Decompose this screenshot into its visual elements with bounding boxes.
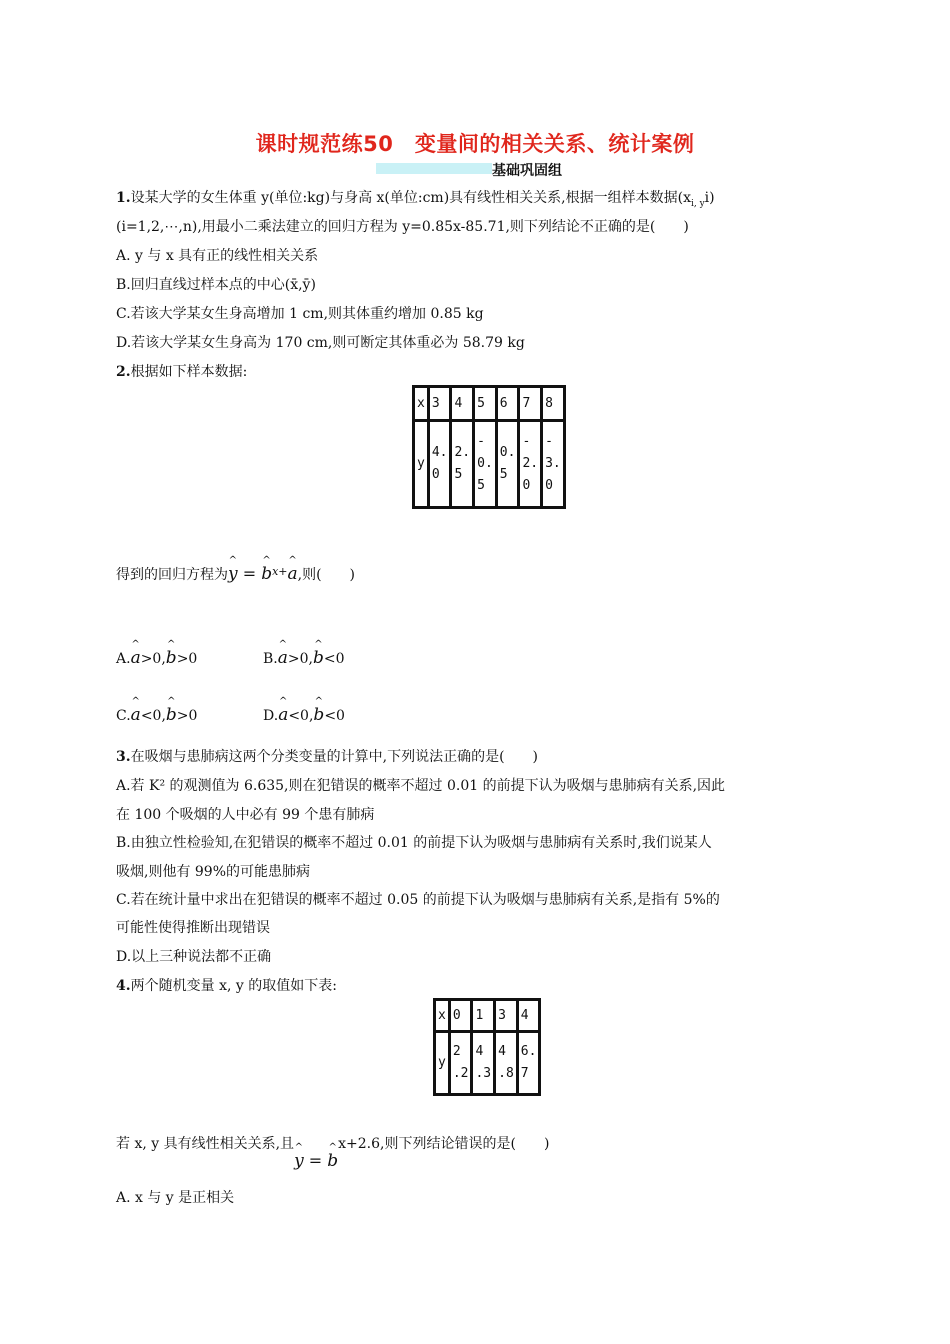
q1-subscript-1: i, y: [690, 198, 705, 209]
q2-x-cell: 7: [519, 387, 542, 421]
q3-stem: [116, 747, 538, 767]
q4-number: 4.: [116, 978, 131, 994]
q2-x-cell: 6: [496, 387, 519, 421]
q2-x-header: x: [414, 387, 429, 421]
q3-line: 吸烟,则他有 99%的可能患肺病: [116, 864, 311, 880]
b-hat-symbol: ^ b: [327, 1151, 338, 1171]
q1-stem-tail: i): [704, 190, 715, 206]
q4-equation-suffix: x+2.6,则下列结论错误的是( ): [338, 1136, 550, 1152]
section-subtitle: 基础巩固组: [492, 163, 562, 179]
q2-option-c: C.^ a<0,^ b>0: [116, 705, 197, 726]
q3-number: 3.: [116, 749, 131, 765]
q1-number: 1.: [116, 190, 131, 206]
q1-option-c: C.若该大学某女生身高增加 1 cm,则其体重约增加 0.85 kg: [116, 306, 484, 322]
q4-y-cell: 2 .2: [449, 1032, 472, 1095]
q3-line: D.以上三种说法都不正确: [116, 949, 272, 965]
q4-y-header: y: [435, 1032, 450, 1095]
q4-x-cell: 4: [517, 1000, 540, 1032]
q2-stem: [116, 362, 247, 382]
q1-option-b: B.回归直线过样本点的中心(x̄,ȳ): [116, 277, 316, 293]
q2-equation-suffix: ,则( ): [297, 567, 356, 583]
q1-stem-line2: (i=1,2,⋯,n),用最小二乘法建立的回归方程为 y=0.85x-85.71,则下列结论不正确的是( ): [116, 219, 689, 235]
q1-stem-text: 设某大学的女生体重 y(单位:kg)与身高 x(单位:cm)具有线性相关关系,根据一组样本数据(x: [130, 190, 691, 206]
q1-option-d: D.若该大学某女生身高为 170 cm,则可断定其体重必为 58.79 kg: [116, 335, 525, 351]
q4-equation-prefix: 若 x, y 具有线性相关关系,且: [116, 1136, 295, 1152]
q1-option-a: A. y 与 x 具有正的线性相关关系: [116, 248, 319, 264]
q2-x-cell: 4: [451, 387, 474, 421]
q4-stem-text: 两个随机变量 x, y 的取值如下表:: [130, 978, 337, 994]
q4-option-a: A. x 与 y 是正相关: [116, 1190, 235, 1206]
q3-line: B.由独立性检验知,在犯错误的概率不超过 0.01 的前提下认为吸烟与患肺病有关系时,我们说某人: [116, 835, 712, 851]
q2-equation-line: 得到的回归方程为^ y = ^ $b^{x+}\^{}$ a,则( ): [116, 562, 355, 585]
q2-x-cell: 5: [474, 387, 497, 421]
q2-option-a: A.^ a>0,^ b>0: [116, 648, 197, 669]
y-hat-symbol: ^ y: [294, 1151, 304, 1171]
q4-x-header: x: [435, 1000, 450, 1032]
q3-line: 可能性使得推断出现错误: [116, 920, 270, 936]
q3-line: C.若在统计量中求出在犯错误的概率不超过 0.05 的前提下认为吸烟与患肺病有关系,是指有 5%的: [116, 892, 720, 908]
b-hat-symbol: ^ b: [261, 564, 272, 584]
q2-option-b: B.^ a>0,^ b<0: [263, 648, 345, 669]
q2-data-table: [412, 385, 566, 509]
q4-x-cell: 3: [495, 1000, 518, 1032]
q2-y-cell: - 2. 0: [519, 421, 542, 508]
q2-number: 2.: [116, 364, 131, 380]
q2-y-header: y: [414, 421, 429, 508]
q4-stem: [116, 976, 337, 996]
q2-y-cell: 0. 5: [496, 421, 519, 508]
q2-y-cell: 4. 0: [428, 421, 451, 508]
y-hat-symbol: ^ y: [228, 564, 238, 584]
q2-equation-prefix: 得到的回归方程为: [116, 567, 228, 583]
q2-stem-text: 根据如下样本数据:: [130, 364, 248, 380]
page-title: 课时规范练50 变量间的相关关系、统计案例: [255, 132, 695, 156]
q3-line: A.若 K² 的观测值为 6.635,则在犯错误的概率不超过 0.01 的前提下认为吸烟与患肺病有关系,因此: [116, 778, 726, 794]
a-hat-symbol: ^ a: [288, 564, 298, 584]
q3-stem-text: 在吸烟与患肺病这两个分类变量的计算中,下列说法正确的是( ): [130, 749, 538, 765]
q2-y-cell: - 0. 5: [474, 421, 497, 508]
q2-y-cell: 2. 5: [451, 421, 474, 508]
q2-y-cell: - 3. 0: [542, 421, 565, 508]
q3-line: 在 100 个吸烟的人中必有 99 个患有肺病: [116, 807, 375, 823]
q4-x-cell: 1: [472, 1000, 495, 1032]
q4-y-cell: 4 .8: [495, 1032, 518, 1095]
q2-x-cell: 8: [542, 387, 565, 421]
q2-option-d: D.^ a<0,^ b<0: [263, 705, 345, 726]
subtitle-highlight: [376, 163, 492, 174]
q4-y-cell: 4 .3: [472, 1032, 495, 1095]
q2-x-cell: 3: [428, 387, 451, 421]
q4-data-table: [433, 998, 541, 1096]
q4-equation-line: 若 x, y 具有线性相关关系,且^ y = ^ bx+2.6,则下列结论错误的是( ): [116, 1133, 549, 1154]
q1-stem: [116, 188, 715, 214]
q4-x-cell: 0: [449, 1000, 472, 1032]
q4-y-cell: 6. 7: [517, 1032, 540, 1095]
